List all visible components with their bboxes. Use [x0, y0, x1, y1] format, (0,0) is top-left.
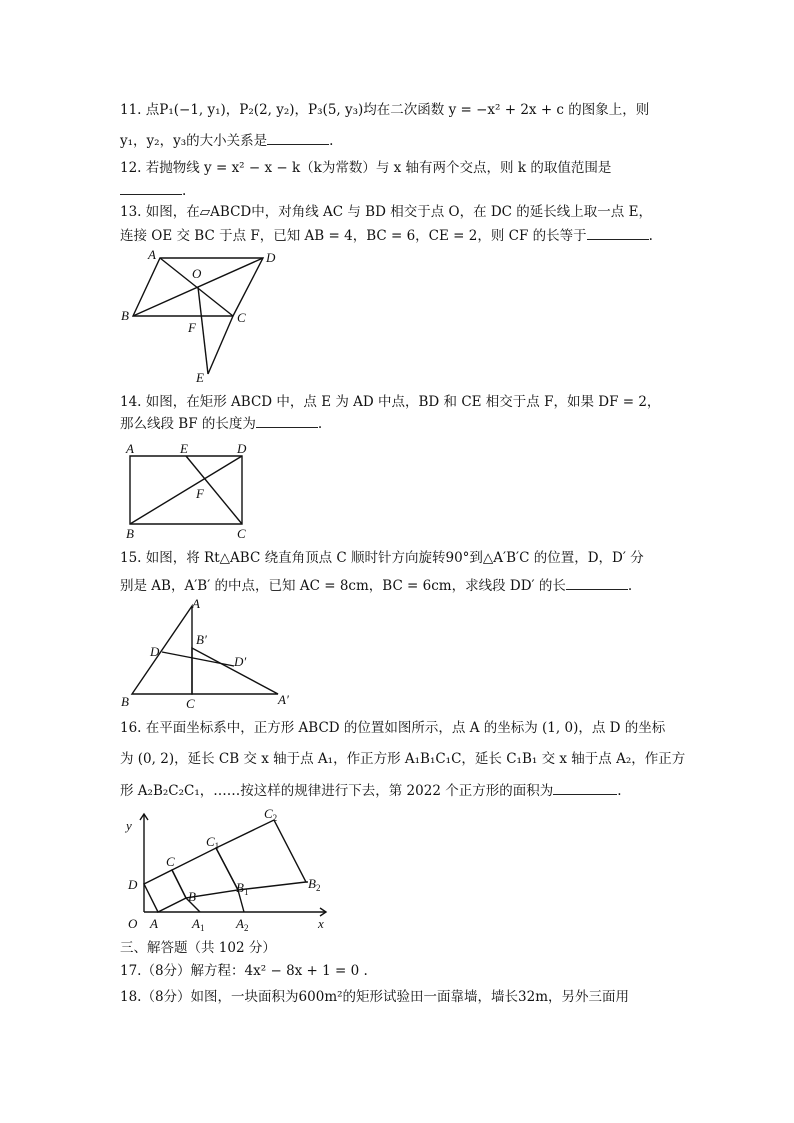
figure-parallelogram [118, 248, 288, 386]
answer-blank[interactable] [587, 225, 649, 240]
square-3 [216, 820, 306, 890]
answer-blank[interactable] [267, 130, 329, 145]
label-o: O [192, 266, 202, 281]
answer-blank[interactable] [553, 780, 617, 795]
label-c1: $C_1$ [206, 834, 220, 851]
label-c: C [186, 696, 195, 711]
label-d: D [266, 250, 276, 265]
period: . [648, 228, 653, 244]
segment-ce [186, 456, 242, 524]
triangle-abc [132, 606, 192, 694]
label-b: B [121, 694, 129, 709]
q15-text: 别是 AB，A′B′ 的中点，已知 AC = 8cm，BC = 6cm，求线段 DD′ 的长 [120, 578, 566, 594]
label-a2: $A_2$ [236, 916, 249, 933]
label-c: C [166, 854, 175, 869]
period: . [617, 783, 622, 799]
answer-blank[interactable] [256, 413, 318, 428]
q14-text: 那么线段 BF 的长度为 [120, 416, 256, 432]
q13-text: 连接 OE 交 BC 于点 F，已知 AB = 4，BC = 6，CE = 2，则 CF 的长等于 [120, 228, 587, 244]
q16-text: 形 A₂B₂C₂C₁，……按这样的规律进行下去，第 2022 个正方形的面积为 [120, 783, 554, 799]
label-o: O [128, 916, 138, 931]
label-a: A [192, 596, 200, 611]
square-2 [172, 848, 238, 898]
label-a1: $A_1$ [192, 916, 205, 933]
label-d: D [150, 644, 160, 659]
q15-line2 [120, 575, 632, 596]
label-b: B [188, 889, 196, 904]
label-c2: $C_2$ [264, 806, 278, 823]
answer-blank[interactable] [566, 575, 628, 590]
period: . [627, 578, 633, 594]
label-x: x [318, 916, 324, 931]
q13-line2 [120, 225, 653, 246]
label-f: F [196, 486, 204, 501]
label-e: E [196, 370, 204, 385]
q11-line2 [120, 130, 333, 151]
q13-line1: 13. 如图，在▱ABCD中，对角线 AC 与 BD 相交于点 O，在 DC 的延长线上取一点 E， [120, 204, 652, 220]
q12-line2 [120, 180, 186, 201]
q18-line: 18.（8分）如图，一块面积为600m²的矩形试验田一面靠墙，墙长32m，另外三面用 [120, 989, 630, 1005]
segment-ce [208, 316, 233, 374]
q15-line1: 15. 如图，将 Rt△ABC 绕直角顶点 C 顺时针方向旋转90°到△A′B′C 的位置，D，D′ 分 [120, 550, 644, 566]
label-e: E [180, 441, 188, 456]
label-b2: $B_2$ [308, 876, 321, 893]
q12-line1: 12. 若抛物线 y = x² − x − k（k为常数）与 x 轴有两个交点，则 k 的取值范围是 [120, 160, 612, 176]
q11-text: y₁，y₂，y₃的大小关系是 [120, 133, 268, 149]
q17-line: 17.（8分）解方程：4x² − 8x + 1 = 0 . [120, 963, 368, 979]
label-b: B [126, 526, 134, 541]
label-bp: B′ [196, 632, 207, 647]
q16-line2: 为 (0, 2)，延长 CB 交 x 轴于点 A₁，作正方形 A₁B₁C₁C，延长 C₁B₁ 交 x 轴于点 A₂，作正方 [120, 751, 686, 767]
label-ap: A′ [278, 692, 289, 707]
label-a: A [126, 441, 134, 456]
section-title: 三、解答题（共 102 分） [120, 940, 276, 956]
segment-oe [198, 287, 208, 374]
answer-blank[interactable] [120, 180, 182, 195]
label-f: F [188, 320, 196, 335]
label-d: D [128, 877, 138, 892]
label-y: y [126, 818, 132, 833]
label-a: A [148, 248, 156, 262]
q16-line3 [120, 780, 622, 801]
label-a: A [150, 916, 158, 931]
label-dp: D′ [234, 654, 247, 669]
label-d: D [237, 441, 247, 456]
label-b1: $B_1$ [236, 880, 249, 897]
segment-ddp [162, 652, 234, 666]
period: . [182, 183, 187, 199]
label-b: B [121, 308, 129, 323]
figure-rotated-triangles [116, 594, 296, 712]
period: . [317, 416, 323, 432]
label-c: C [237, 310, 246, 325]
square-1 [144, 870, 186, 912]
q11-line1: 11. 点P₁(−1, y₁)，P₂(2, y₂)，P₃(5, y₃)均在二次函数 y = −x² + 2x + c 的图象上，则 [120, 102, 650, 118]
diagonal-bd [130, 456, 242, 524]
figure-rectangle [118, 438, 258, 544]
q16-line1: 16. 在平面坐标系中，正方形 ABCD 的位置如图所示，点 A 的坐标为 (1, 0)，点 D 的坐标 [120, 720, 666, 736]
q14-line2 [120, 413, 322, 434]
label-c: C [237, 526, 246, 541]
q14-line1: 14. 如图，在矩形 ABCD 中，点 E 为 AD 中点，BD 和 CE 相交于点 F，如果 DF = 2， [120, 394, 661, 410]
period: . [329, 133, 334, 149]
figure-squares-coordinate [114, 804, 334, 936]
